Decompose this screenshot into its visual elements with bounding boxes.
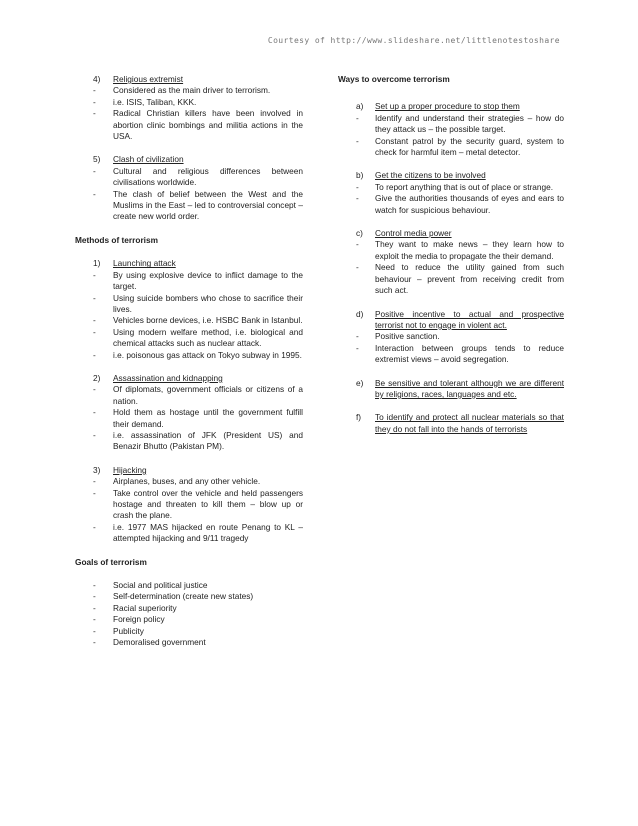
subsection-marker: b) [356,170,364,181]
subsection-title-text: Control media power [375,228,452,239]
bullet-text: The clash of belief between the West and the Muslims in the East – led to controversial concept – create new world order. [113,188,303,222]
bullet-text: Positive sanction. [375,331,440,342]
subsection-marker: a) [356,101,364,112]
goal-text: Self-determination (create new states) [113,591,254,602]
subsection-marker: e) [356,377,364,388]
subsection-title-text: Set up a proper procedure to stop them [375,101,520,112]
bullet-dash: - [93,637,96,648]
bullet-item [75,166,303,189]
subsection-title [75,465,303,476]
subsection-title-text: To identify and protect all nuclear materials so that they do not fall into the hands of terrorists [375,412,564,434]
bullet-dash: - [93,315,96,326]
bullet-item [75,327,303,350]
subsection [75,154,303,222]
bullet-text: i.e. poisonous gas attack on Tokyo subway in 1995. [113,349,302,360]
bullet-dash: - [93,96,96,107]
bullet-dash: - [93,602,96,613]
bullet-item [75,407,303,430]
bullet-text: Identify and understand their strategies – how do they attack us – the possible target. [375,112,564,135]
bullet-item [338,136,564,159]
bullet-dash: - [93,188,96,199]
bullet-item [338,262,564,296]
subsection-title-text: Get the citizens to be involved [375,170,486,181]
bullet-item [338,331,564,342]
subsection-marker: f) [356,412,362,423]
intro-subsections [75,74,303,223]
subsection-title [338,378,564,401]
subsection [75,258,303,361]
goal-text: Racial superiority [113,602,177,613]
bullet-text: Of diplomats, government officials or citizens of a nation. [113,384,303,406]
goal-item [75,603,303,614]
bullet-item [75,108,303,142]
bullet-text: Vehicles borne devices, i.e. HSBC Bank in Istanbul. [113,315,303,326]
subsection-title [338,309,564,332]
bullet-text: i.e. ISIS, Taliban, KKK. [113,96,197,107]
bullet-dash: - [93,407,96,418]
bullet-dash: - [356,239,359,250]
bullet-dash: - [93,476,96,487]
bullet-dash: - [356,181,359,192]
bullet-text: They want to make news – they learn how to exploit the media to propagate the their demand. [375,239,564,261]
bullet-text: Interaction between groups tends to reduce extremist views – avoid segregation. [375,342,564,365]
bullet-item [75,350,303,361]
bullet-item [338,239,564,262]
bullet-text: Hold them as hostage until the government fulfill their demand. [113,407,303,429]
subsection-marker: 2) [93,372,101,383]
bullet-item [75,430,303,453]
bullet-item [338,182,564,193]
left-column [75,74,303,648]
bullet-text: Using modern welfare method, i.e. biological and chemical attacks such as nuclear attack. [113,326,303,349]
bullet-text: i.e. 1977 MAS hijacked en route Penang to KL – attempted hijacking and 9/11 tragedy [113,521,303,544]
subsection-title [75,74,303,85]
bullet-item [338,343,564,366]
bullet-item [338,193,564,216]
bullet-text: i.e. assassination of JFK (President US) and Benazir Bhutto (Pakistan PM). [113,429,303,452]
subsection-marker: d) [356,308,364,319]
bullet-item [338,113,564,136]
bullet-dash: - [93,521,96,532]
subsection-title [75,373,303,384]
subsection [338,378,564,401]
bullet-text: Cultural and religious differences between civilisations worldwide. [113,165,303,188]
right-column [338,74,564,447]
bullet-item [75,85,303,96]
bullet-item [75,189,303,223]
goals-heading: Goals of terrorism [75,556,147,567]
bullet-text: Constant patrol by the security guard, system to check for harmful item – metal detector. [375,135,564,158]
subsection-title-text: Clash of civilization [113,154,184,165]
bullet-dash: - [93,292,96,303]
bullet-dash: - [356,331,359,342]
subsection-title [338,228,564,239]
goal-text: Publicity [113,625,144,636]
bullet-dash: - [93,108,96,119]
subsection-marker: 5) [93,154,101,165]
bullet-dash: - [93,580,96,591]
goal-item [75,591,303,602]
subsection [75,465,303,545]
bullet-dash: - [93,429,96,440]
ways-subsections [338,101,564,435]
bullet-text: To report anything that is out of place or strange. [375,181,554,192]
bullet-text: Considered as the main driver to terrorism. [113,85,271,96]
bullet-item [75,97,303,108]
bullet-text: By using explosive device to inflict damage to the target. [113,269,303,292]
subsection [338,170,564,216]
bullet-dash: - [93,384,96,395]
goal-text: Foreign policy [113,614,165,625]
bullet-item [75,476,303,487]
subsection-title [338,412,564,435]
bullet-item [75,522,303,545]
subsection [338,412,564,435]
bullet-item [75,315,303,326]
bullet-dash: - [93,591,96,602]
bullet-text: Radical Christian killers have been involved in abortion clinic bombings and militia actions in the USA. [113,108,303,142]
bullet-item [75,293,303,316]
bullet-dash: - [93,487,96,498]
subsection-title-text: Be sensitive and tolerant although we are different by religions, races, languages and etc. [375,377,564,399]
subsection-marker: 4) [93,74,101,84]
subsection-title-text: Hijacking [113,464,147,475]
subsection [338,101,564,158]
methods-subsections [75,258,303,544]
goal-item [75,580,303,591]
bullet-dash: - [356,193,359,204]
bullet-text: Need to reduce the utility gained from such behaviour – prevent from receiving credit from such act. [375,262,564,296]
bullet-text: Give the authorities thousands of eyes and ears to watch for suspicious behaviour. [375,193,564,215]
bullet-text: Using suicide bombers who chose to sacrifice their lives. [113,292,303,314]
goal-item [75,626,303,637]
subsection-title-text: Launching attack [113,258,176,269]
bullet-dash: - [93,349,96,360]
subsection [75,74,303,142]
goals-list [75,580,303,648]
subsection [338,228,564,296]
subsection-marker: c) [356,228,363,239]
bullet-dash: - [93,269,96,280]
methods-heading: Methods of terrorism [75,234,158,245]
bullet-dash: - [356,262,359,273]
bullet-item [75,384,303,407]
bullet-dash: - [356,342,359,353]
subsection-title [338,101,564,112]
subsection-marker: 1) [93,258,101,269]
bullet-dash: - [93,625,96,636]
bullet-text: Take control over the vehicle and held passengers hostage and threaten to kill them – blow up or crash the plane. [113,487,303,521]
bullet-text: Airplanes, buses, and any other vehicle. [113,476,261,487]
bullet-dash: - [93,165,96,176]
subsection [75,373,303,453]
subsection-title [338,170,564,181]
goal-item [75,614,303,625]
subsection-title [75,154,303,165]
bullet-dash: - [356,112,359,123]
bullet-dash: - [93,85,96,96]
goal-text: Demoralised government [113,637,206,648]
subsection-title-text: Positive incentive to actual and prospective terrorist not to engage in violent act. [375,308,564,330]
subsection-title-text: Assassination and kidnapping [113,372,223,383]
bullet-dash: - [356,135,359,146]
subsection-title [75,258,303,269]
courtesy-header: Courtesy of http://www.slideshare.net/littlenotestoshare [267,36,560,45]
bullet-dash: - [93,326,96,337]
goal-item [75,637,303,648]
bullet-item [75,270,303,293]
ways-heading: Ways to overcome terrorism [338,74,450,84]
goal-text: Social and political justice [113,580,208,591]
subsection-title-text: Religious extremist [113,74,184,84]
bullet-dash: - [93,614,96,625]
bullet-item [75,488,303,522]
subsection [338,309,564,366]
subsection-marker: 3) [93,464,101,475]
